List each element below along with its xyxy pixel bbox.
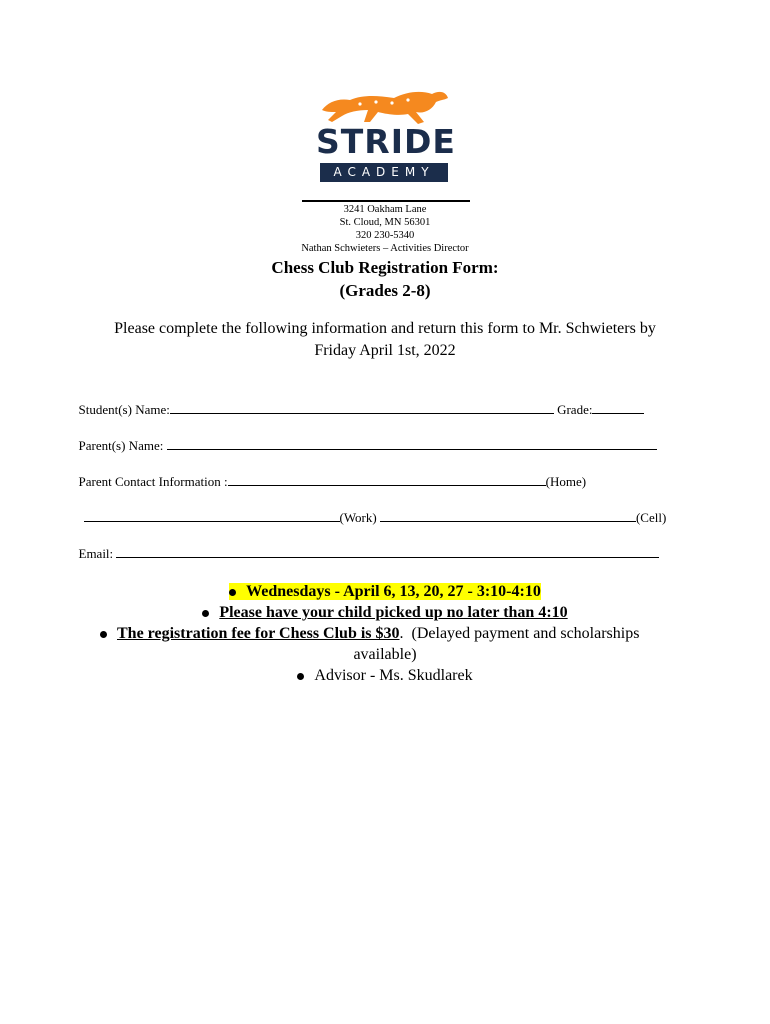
address-line-1: 3241 Oakham Lane (343, 204, 427, 215)
bullet-icon (100, 631, 107, 638)
bullet-icon (202, 610, 209, 617)
advisor-bullet (0, 665, 770, 686)
home-phone-field[interactable] (228, 473, 546, 486)
cell-label: (Cell) (635, 510, 667, 525)
student-name-field[interactable] (170, 401, 554, 414)
contact-row (72, 457, 586, 490)
grade-label: Grade: (557, 402, 593, 417)
stride-academy-logo (316, 88, 456, 186)
work-phone-field[interactable] (84, 509, 340, 522)
instructions-line-1: Please complete the following information and return this form to Mr. Schwieters by (114, 320, 656, 337)
form-subtitle: (Grades 2-8) (339, 281, 431, 300)
email-row (72, 529, 659, 562)
logo-band: ACADEMY (320, 163, 448, 182)
fee-note-continued: available) (353, 646, 417, 663)
schedule-text: Wednesdays - April 6, 13, 20, 27 - 3:10-4:10 (246, 583, 541, 600)
work-label: (Work) (339, 510, 377, 525)
grade-field[interactable] (592, 401, 644, 414)
cell-phone-field[interactable] (380, 509, 636, 522)
schedule-bullet (0, 581, 770, 602)
home-label: (Home) (545, 474, 587, 489)
instructions-line-2: Friday April 1st, 2022 (314, 342, 456, 359)
director-contact: Nathan Schwieters – Activities Director (301, 243, 469, 254)
address-line-2: St. Cloud, MN 56301 (339, 217, 431, 228)
logo-divider (302, 200, 470, 202)
fee-period: . (399, 625, 404, 642)
student-row (72, 385, 644, 418)
parent-name-label: Parent(s) Name: (78, 438, 164, 453)
fee-note: (Delayed payment and scholarships (411, 625, 640, 642)
pickup-bullet (0, 602, 770, 623)
contact-label: Parent Contact Information : (78, 474, 228, 489)
student-name-label: Student(s) Name: (78, 402, 170, 417)
bullet-icon (297, 673, 304, 680)
work-cell-row (77, 493, 666, 526)
bullet-icon (229, 589, 236, 596)
form-title: Chess Club Registration Form: (271, 258, 499, 277)
pickup-text: Please have your child picked up no later than 4:10 (219, 604, 568, 621)
schedule-highlight (229, 583, 541, 600)
fee-text: The registration fee for Chess Club is $30 (117, 625, 400, 642)
phone-number: 320 230-5340 (355, 230, 415, 241)
parent-row (72, 421, 657, 454)
advisor-text: Advisor - Ms. Skudlarek (314, 667, 473, 684)
email-field[interactable] (116, 545, 659, 558)
email-label: Email: (78, 546, 114, 561)
logo-wordmark: STRIDE (316, 122, 456, 161)
parent-name-field[interactable] (167, 437, 657, 450)
fee-bullet (100, 623, 639, 644)
